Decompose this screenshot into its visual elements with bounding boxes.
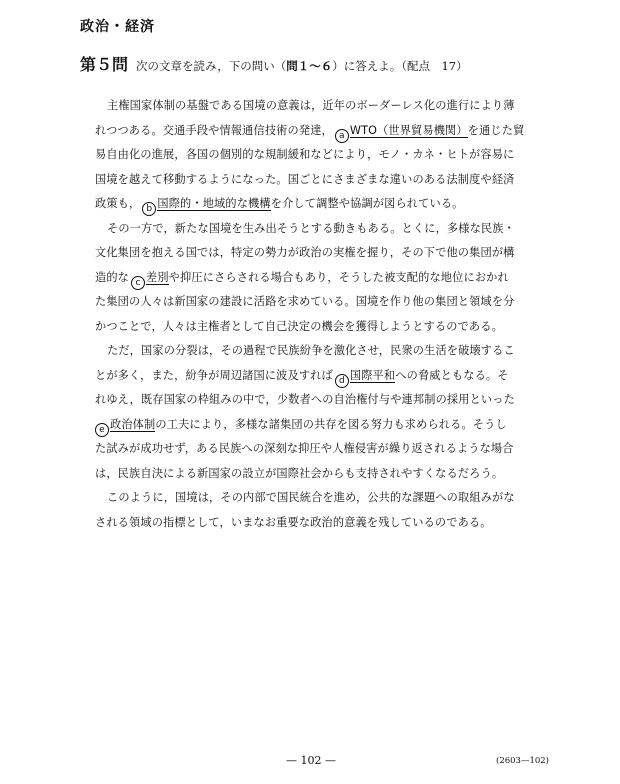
passage-line: [95, 364, 525, 389]
passage-line: 主権国家体制の基盤である国境の意義は，近年のボーダーレス化の進行により薄: [107, 99, 515, 112]
passage-line: た集団の人々は新国家の建設に活路を求めている。国境を作り他の集団と領域を分: [95, 295, 515, 308]
question-number: 第５問: [80, 55, 129, 74]
marker-a: a: [335, 129, 349, 143]
line-text: や抑圧にさらされる場合もあり，そうした被支配的な地位におかれ: [168, 270, 509, 284]
passage-line: 文化集団を抱える国では，特定の勢力が政治の実権を握り，その下で他の集団が構: [95, 246, 515, 259]
term-discrimination: 差別: [146, 270, 169, 284]
term-wto: WTO（世界貿易機関）: [349, 123, 468, 137]
marker-e: e: [95, 423, 109, 437]
line-text: への脅威ともなる。そ: [395, 368, 509, 382]
passage-line: [95, 119, 525, 144]
instruction-range: 問１〜６: [286, 59, 333, 73]
page-number: — 102 —: [286, 754, 336, 767]
passage-line: 国境を越えて移動するようになった。国ごとにさまざまな違いのある法制度や経済: [95, 172, 515, 186]
passage-line: [95, 413, 525, 438]
passage: [95, 94, 525, 535]
passage-line: ただ，国家の分裂は，その過程で民族紛争を激化させ，民衆の生活を破壊するこ: [107, 344, 515, 357]
term-international-peace: 国際平和: [349, 368, 396, 382]
marker-b: b: [142, 202, 156, 216]
passage-line: その一方で，新たな国境を生み出そうとする動きもある。とくに，多様な民族・: [107, 221, 515, 235]
passage-line: かつことで，人々は主権者として自己決定の機会を獲得しようとするのである。: [95, 319, 503, 333]
passage-line: は，民族自決による新国家の設立が国際社会からも支持されやすくなるだろう。: [95, 466, 504, 480]
line-text: れつつある。交通手段や情報通信技術の発達，: [95, 123, 333, 137]
instruction-text-1: 次の文章を読み，下の問い（: [136, 59, 287, 73]
marker-d: d: [335, 374, 349, 388]
line-text: 政策も，: [95, 197, 141, 210]
passage-line: [95, 266, 525, 291]
passage-line: れゆえ，既存国家の枠組みの中で，少数者への自治権付与や連邦制の採用といった: [95, 393, 515, 406]
instruction-text-2: ）に答えよ。（配点 17）: [332, 59, 468, 73]
passage-line: 易自由化の進展，各国の個別的な規制緩和などにより，モノ・カネ・ヒトが容易に: [95, 148, 515, 161]
line-text: を通じた貿: [467, 123, 525, 137]
question-header: [80, 52, 468, 75]
line-text: とが多く，また，紛争が周辺諸国に波及すれば: [95, 368, 333, 382]
term-international-organizations: 国際的・地域的な機構: [157, 197, 271, 210]
line-text: 造的な: [95, 270, 130, 284]
term-political-system: 政治体制: [110, 417, 156, 431]
passage-line: される領域の指標として，いまなお重要な政治的意義を残しているのである。: [95, 515, 492, 529]
line-text: の工夫により，多様な諸集団の共存を図る努力も求められる。そうし: [155, 417, 507, 431]
passage-line: [95, 192, 525, 217]
subject-title: 政治・経済: [80, 19, 155, 35]
passage-line: た試みが成功せず，ある民族への深刻な抑圧や人権侵害が繰り返されるような場合: [95, 442, 514, 455]
line-text: を介して調整や協調が図られている。: [270, 197, 464, 210]
exam-code: (2603—102): [496, 756, 549, 766]
marker-c: c: [131, 276, 145, 290]
passage-line: このように，国境は，その内部で国民統合を進め，公共的な課題への取組みがな: [107, 491, 515, 504]
